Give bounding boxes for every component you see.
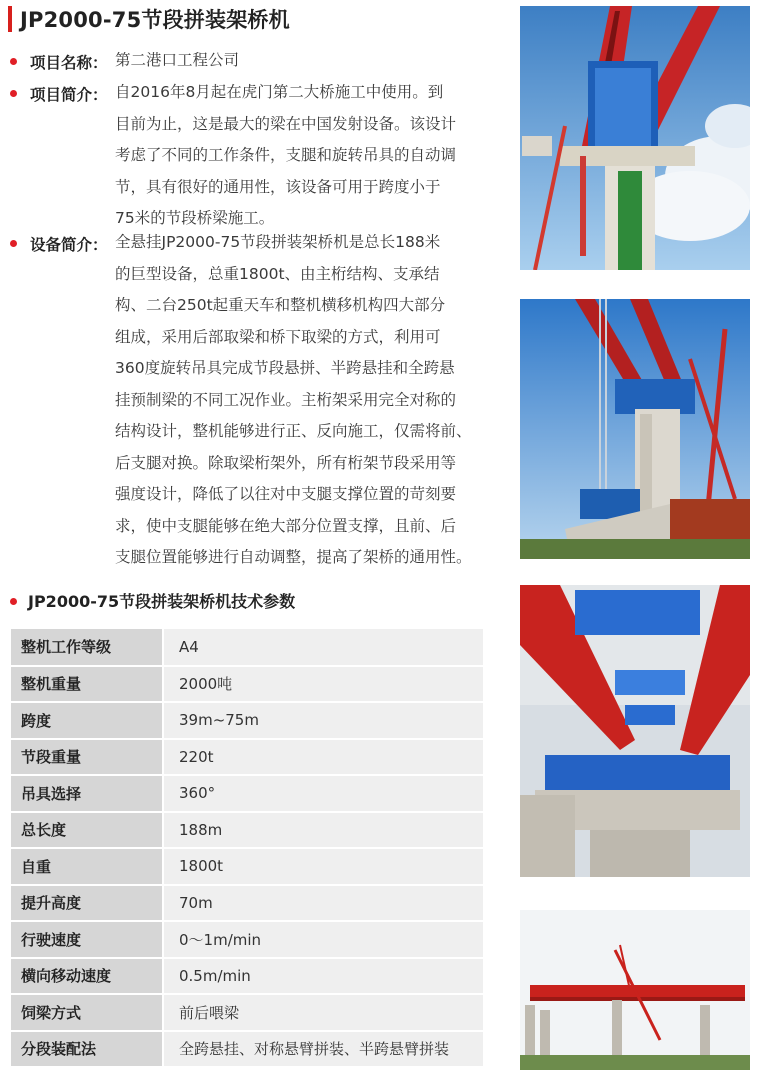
table-row (11, 629, 483, 666)
spec-key: 饲梁方式 (11, 994, 163, 1031)
table-row (11, 1031, 483, 1068)
spec-key: 跨度 (11, 702, 163, 739)
text-line: 构、二台250t起重天车和整机横移机构四大部分 (115, 296, 446, 314)
bridge-machine-photo-3 (520, 585, 750, 877)
text-line: 节，具有很好的通用性，该设备可用于跨度小于 (115, 177, 441, 196)
text-line: 组成，采用后部取梁和桥下取梁的方式，利用可 (115, 327, 441, 346)
project-name-label: 项目名称： (30, 54, 108, 72)
text-line: 支腿位置能够进行自动调整，提高了架桥的通用性。 (115, 548, 472, 566)
text-line: 求，使中支腿能够在绝大部分位置支撑，且前、后 (115, 516, 457, 535)
table-row (11, 994, 483, 1031)
spec-key: 分段装配法 (11, 1031, 163, 1068)
project-intro-label: 项目简介： (30, 86, 108, 104)
table-row (11, 812, 483, 849)
table-row (11, 739, 483, 776)
spec-value: 0～1m/min (163, 921, 483, 958)
text-line: 强度设计，降低了以往对中支腿支撑位置的苛刻要 (115, 485, 457, 503)
table-row (11, 848, 483, 885)
bullet-dot (10, 598, 17, 605)
project-intro-text (115, 77, 456, 235)
spec-key: 横向移动速度 (11, 958, 163, 995)
specs-table (11, 629, 483, 1068)
spec-value: 39m~75m (163, 702, 483, 739)
spec-value: 全跨悬挂、对称悬臂拼装、半跨悬臂拼装 (163, 1031, 483, 1068)
text-line: 挂预制梁的不同工况作业。主桁架采用完全对称的 (115, 390, 457, 409)
equipment-intro-text (115, 227, 472, 574)
text-line: 自2016年8月起在虎门第二大桥施工中使用。到 (115, 83, 444, 101)
page-title: JP2000-75节段拼装架桥机 (20, 8, 290, 32)
bullet-dot (10, 90, 17, 97)
spec-value: 前后喂梁 (163, 994, 483, 1031)
text-line: 75米的节段桥梁施工。 (115, 209, 275, 227)
spec-value: 2000吨 (163, 666, 483, 703)
spec-value: 220t (163, 739, 483, 776)
spec-key: 吊具选择 (11, 775, 163, 812)
text-line: 目前为止，这是最大的梁在中国发射设备。该设计 (115, 114, 457, 133)
text-line: 360度旋转吊具完成节段悬拼、半跨悬挂和全跨悬 (115, 359, 455, 377)
specs-title: JP2000-75节段拼装架桥机技术参数 (28, 592, 296, 611)
table-row (11, 666, 483, 703)
spec-key: 自重 (11, 848, 163, 885)
bullet-dot (10, 240, 17, 247)
bridge-machine-photo-4 (520, 910, 750, 1070)
table-row (11, 775, 483, 812)
bridge-machine-photo-2 (520, 299, 750, 559)
spec-value: 360° (163, 775, 483, 812)
title-accent-bar (8, 6, 12, 32)
spec-value: 0.5m/min (163, 958, 483, 995)
spec-key: 节段重量 (11, 739, 163, 776)
table-row (11, 702, 483, 739)
text-line: 后支腿对换。除取梁桁架外，所有桁架节段采用等 (115, 453, 457, 472)
equipment-intro-label: 设备简介： (30, 236, 108, 254)
spec-key: 整机重量 (11, 666, 163, 703)
spec-key: 总长度 (11, 812, 163, 849)
spec-value: 1800t (163, 848, 483, 885)
spec-value: 188m (163, 812, 483, 849)
project-name-value: 第二港口工程公司 (115, 51, 240, 69)
spec-key: 提升高度 (11, 885, 163, 922)
table-row (11, 958, 483, 995)
text-line: 的巨型设备，总重1800t、由主桁结构、支承结 (115, 264, 440, 283)
spec-value: A4 (163, 629, 483, 666)
spec-value: 70m (163, 885, 483, 922)
spec-key: 行驶速度 (11, 921, 163, 958)
table-row (11, 921, 483, 958)
bridge-machine-photo-1 (520, 6, 750, 270)
table-row (11, 885, 483, 922)
text-line: 全悬挂JP2000-75节段拼装架桥机是总长188米 (115, 233, 441, 251)
bullet-dot (10, 58, 17, 65)
spec-key: 整机工作等级 (11, 629, 163, 666)
text-line: 结构设计，整机能够进行正、反向施工，仅需将前、 (115, 422, 472, 440)
text-line: 考虑了不同的工作条件，支腿和旋转吊具的自动调 (115, 146, 457, 164)
